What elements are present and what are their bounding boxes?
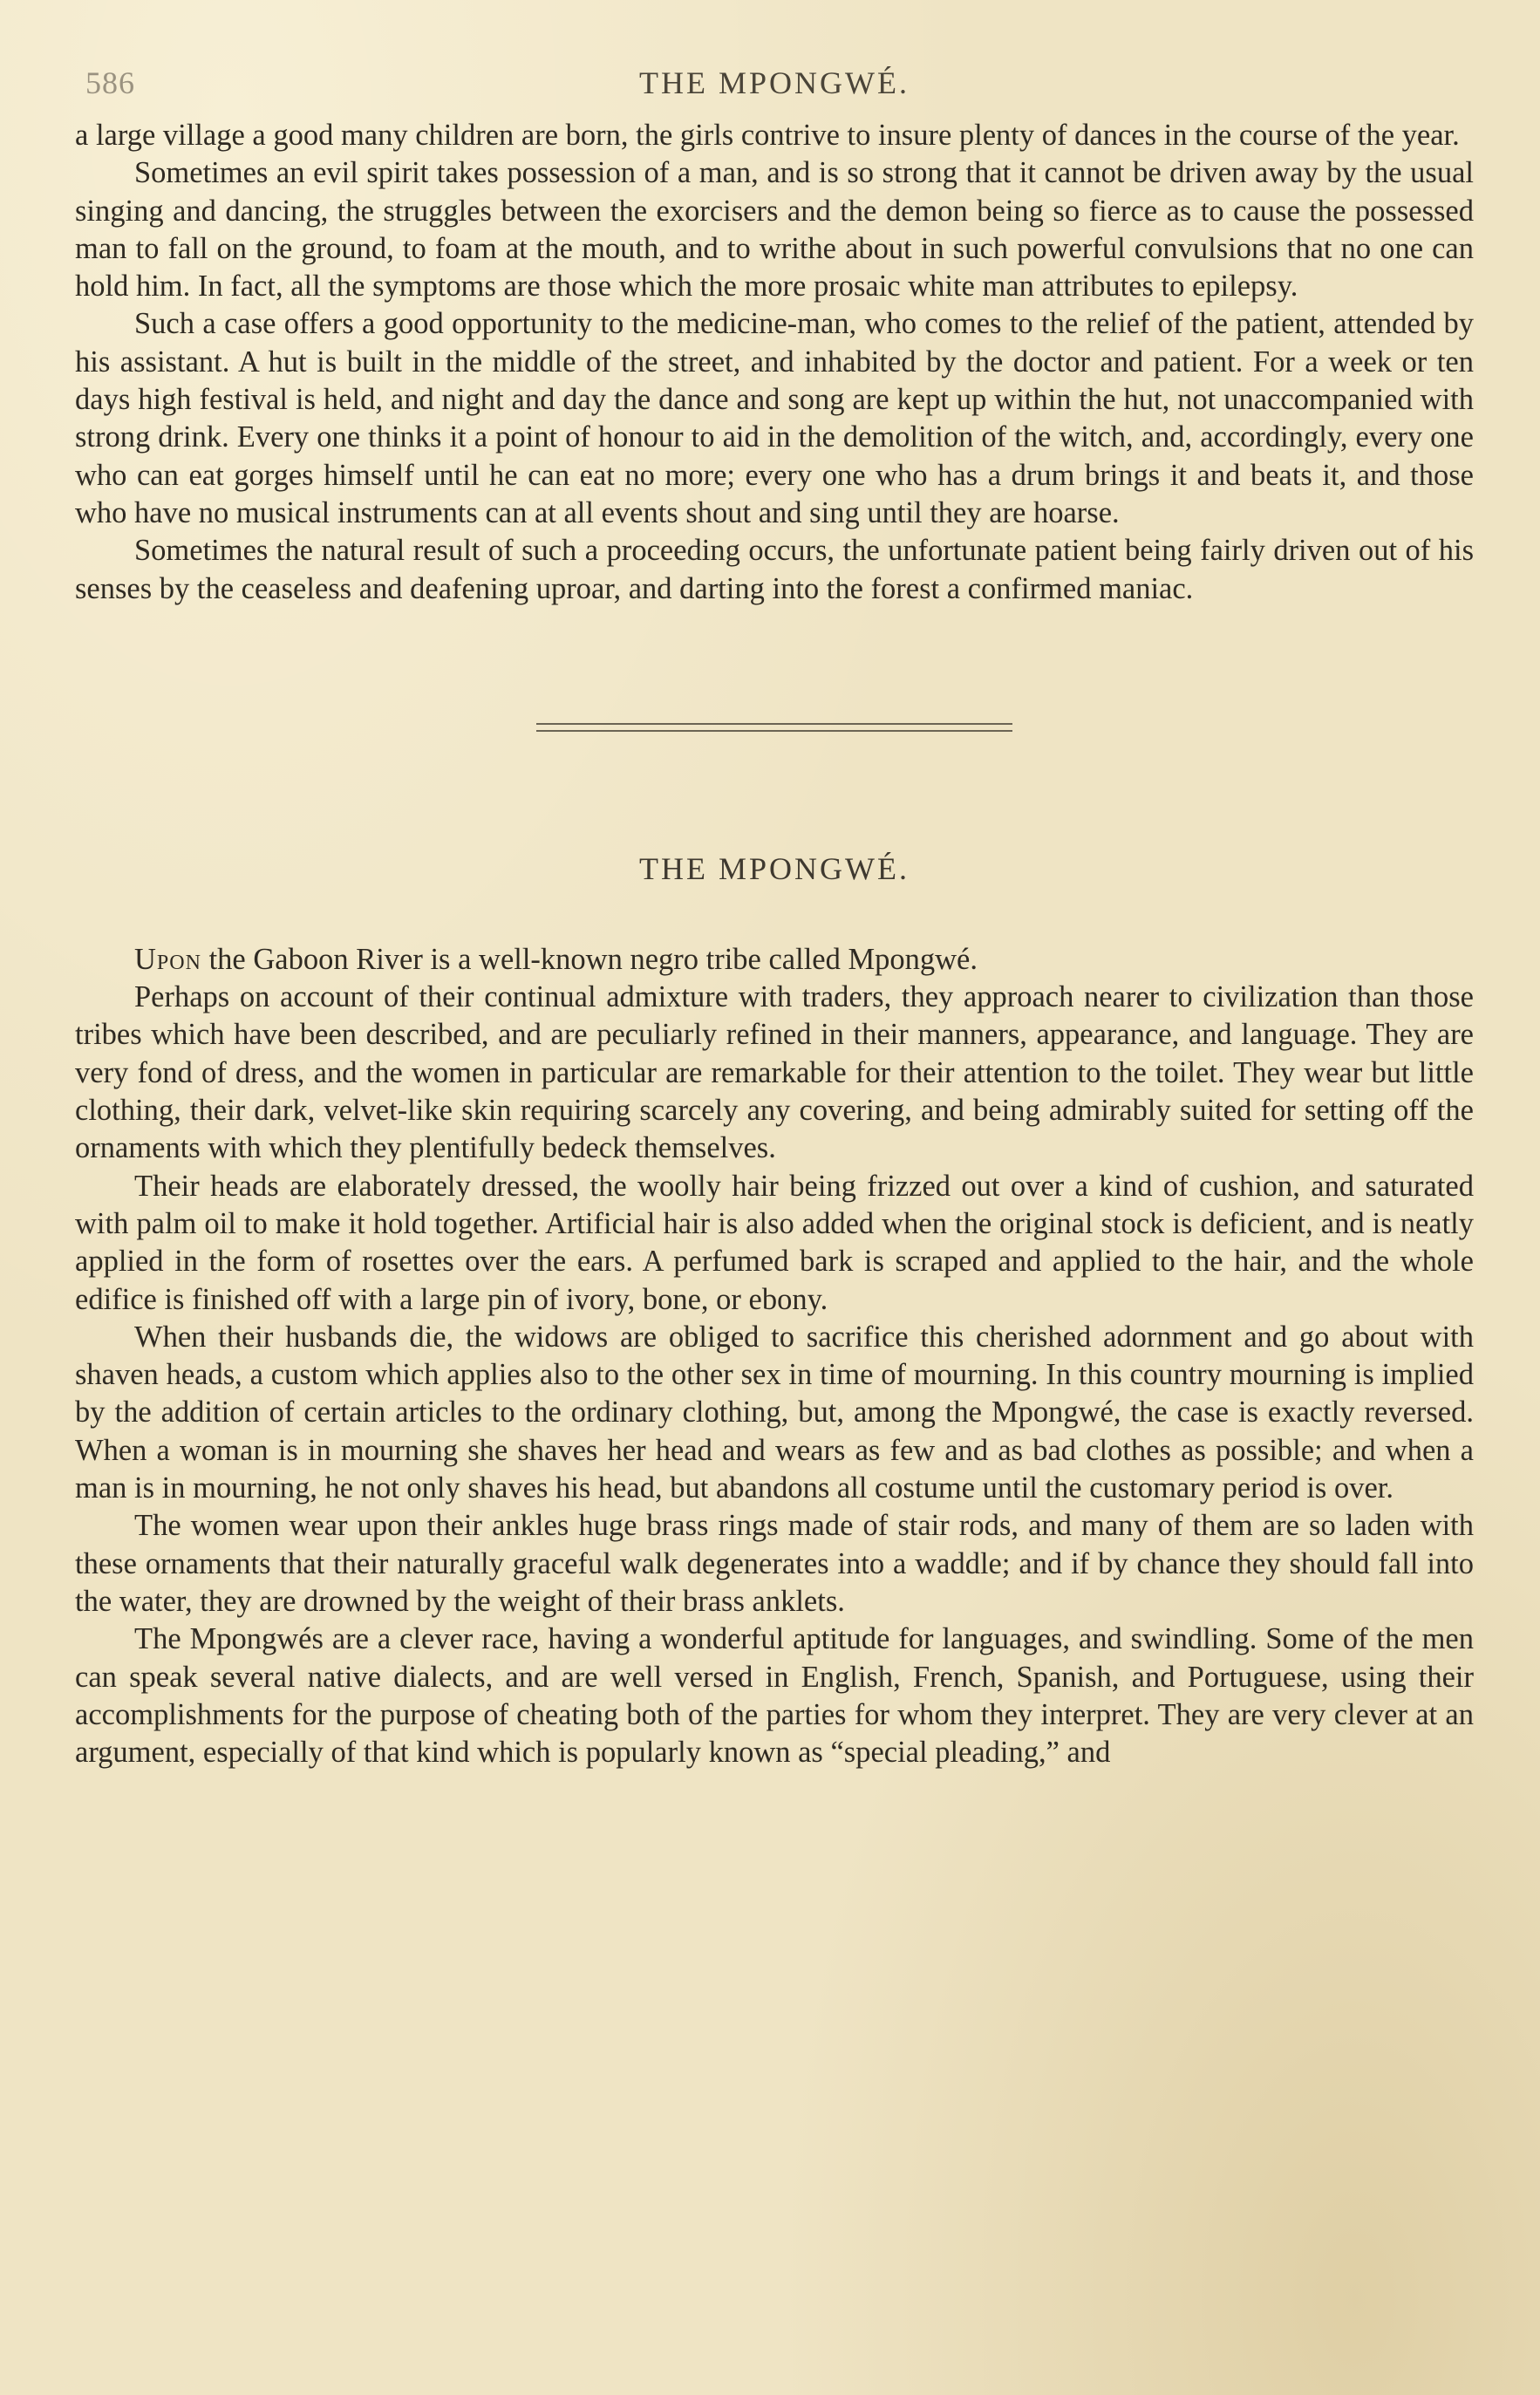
- paragraph: The Mpongwés are a clever race, having a wonderful aptitude for languages, and swindling. Some of the men can speak several native dialects, and are well versed in English, French, Spanish, and Portuguese, using their accomplishments for the purpose of cheating both of the parties for whom they interpret. They are very clever at an argument, especially of that kind which is popularly known as “special pleading,” and: [75, 1622, 1474, 1770]
- paragraph: a large village a good many children are born, the girls contrive to insure plenty of dances in the course of the year.: [75, 119, 1460, 152]
- paragraph: Such a case offers a good opportunity to the medicine-man, who comes to the relief of the patient, attended by his assistant. A hut is built in the middle of the street, and inhabited by the doctor and patient. For a week or ten days high festival is held, and night and day the dance and song are kept up within the hut, not unaccompanied with strong drink. Every one thinks it a point of honour to aid in the demolition of the witch, and, accordingly, every one who can eat gorges himself until he can eat no more; every one who has a drum brings it and beats it, and those who have no musical instruments can at all events shout and sing until they are hoarse.: [75, 307, 1474, 529]
- paragraph: Sometimes the natural result of such a proceeding occurs, the unfortunate patient being fairly driven out of his senses by the ceaseless and deafening uproar, and darting into the forest a confirmed maniac.: [75, 534, 1474, 605]
- running-head: THE MPONGWÉ.: [639, 65, 910, 100]
- page-header: [75, 56, 1474, 117]
- paragraph: Sometimes an evil spirit takes possession of a man, and is so strong that it cannot be driven away by the usual singing and dancing, the struggles between the exorcisers and the demon being so fierce as to cause the possessed man to fall on the ground, to foam at the mouth, and to writhe about in such powerful convulsions that no one can hold him. In fact, all the symptoms are those which the more prosaic white man attributes to epilepsy.: [75, 156, 1474, 304]
- opening-text: the Gaboon River is a well-known negro tribe called Mpongwé.: [201, 942, 978, 976]
- page-number: 586: [85, 65, 135, 100]
- section-continuation: [75, 117, 1474, 608]
- paragraph: Their heads are elaborately dressed, the woolly hair being frizzed out over a kind of cushion, and saturated with palm oil to make it hold together. Artificial hair is also added when the original stock is deficient, and is neatly applied in the form of rosettes over the ears. A perfumed bark is scraped and applied to the hair, and the whole edifice is finished off with a large pin of ivory, bone, or ebony.: [75, 1169, 1474, 1316]
- paragraph: Perhaps on account of their continual admixture with traders, they approach nearer to civilization than those tribes which have been described, and are peculiarly refined in their manners, appearance, and language. They are very fond of dress, and the women in particular are remarkable for their attention to the toilet. They wear but little clothing, their dark, velvet-like skin requiring scarcely any covering, and being admirably suited for setting off the ornaments with which they plentifully bedeck themselves.: [75, 980, 1474, 1165]
- opening-word: Upon: [134, 942, 201, 976]
- section-divider: [536, 723, 1012, 732]
- book-page: [75, 56, 1474, 1771]
- section-body: [75, 941, 1474, 1772]
- section-title: THE MPONGWÉ.: [639, 850, 910, 886]
- opening-paragraph: [75, 941, 1474, 979]
- paragraph: When their husbands die, the widows are obliged to sacrifice this cherished adornment and go about with shaven heads, a custom which applies also to the other sex in time of mourning. In this country mourning is implied by the addition of certain articles to the ordinary clothing, but, among the Mpongwé, the case is exactly reversed. When a woman is in mourning she shaves her head and wears as few and as bad clothes as possible; and when a man is in mourning, he not only shaves his head, but abandons all costume until the customary period is over.: [75, 1320, 1474, 1505]
- paragraph: The women wear upon their ankles huge brass rings made of stair rods, and many of them are so laden with these ornaments that their naturally graceful walk degenerates into a waddle; and if by chance they should fall into the water, they are drowned by the weight of their brass anklets.: [75, 1509, 1474, 1618]
